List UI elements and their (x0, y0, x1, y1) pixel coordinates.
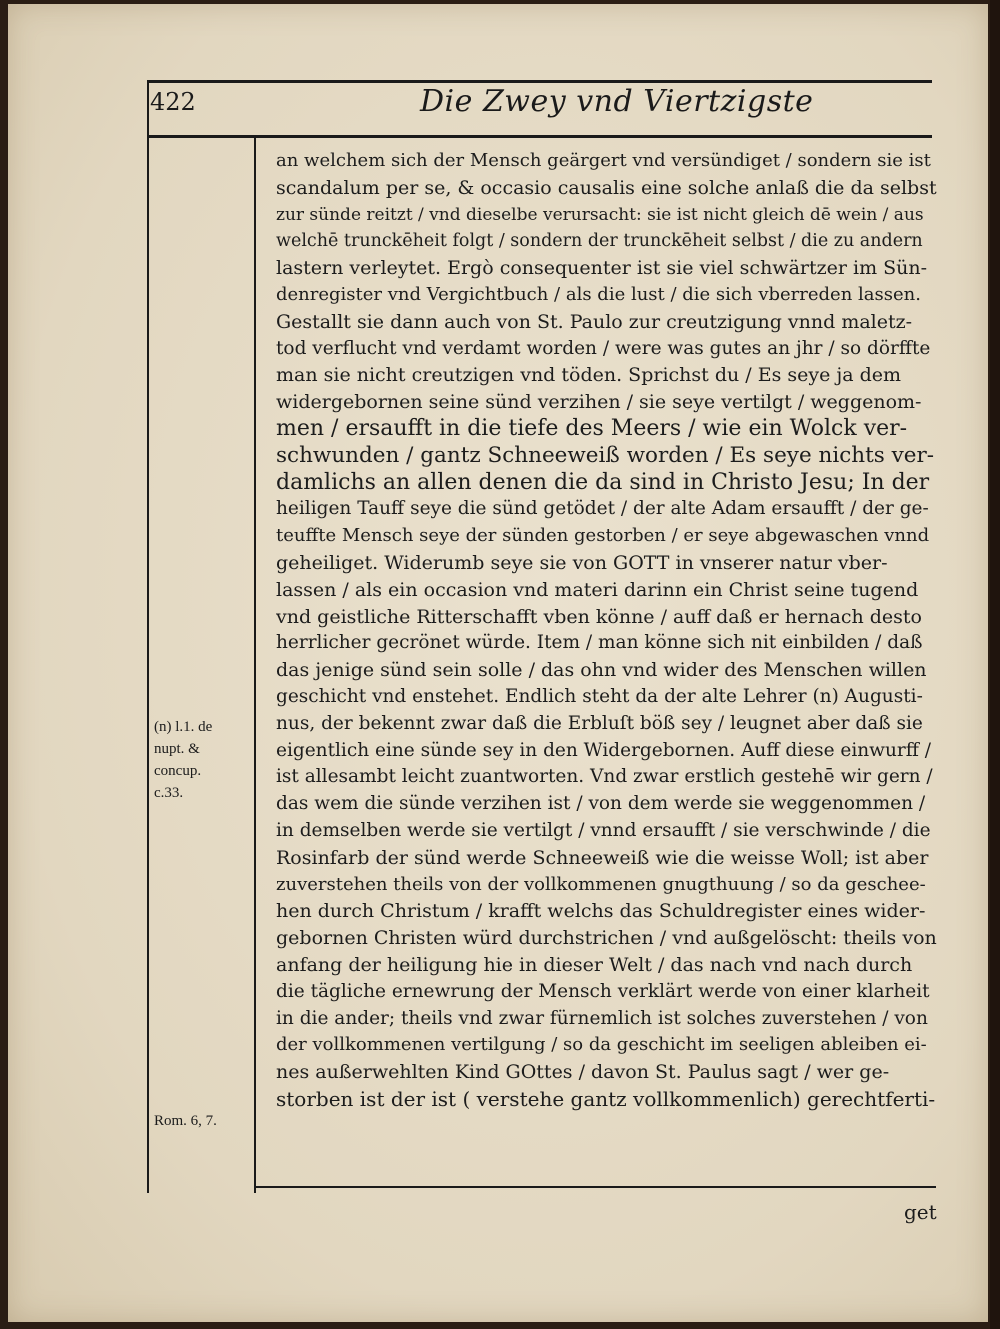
text-line: lastern verleytet. Ergò consequenter ist sie viel schwärtzer im Sün- (276, 257, 928, 280)
text-line: zur sünde reitzt / vnd dieselbe verursacht: sie ist nicht gleich dē wein / aus (276, 204, 924, 225)
page-edge (990, 0, 1000, 1329)
header-rule-top (147, 80, 932, 83)
text-line: an welchem sich der Mensch geärgert vnd versündiget / sondern sie ist (276, 150, 931, 171)
text-line: nus, der bekennt zwar daß die Erbluſt böß sey / leugnet aber daß sie (276, 712, 923, 734)
margin-note-augustinus: (n) l.1. de nupt. & concup. c.33. (154, 719, 213, 801)
text-line: eigentlich eine sünde sey in den Widergebornen. Auff diese einwurff / (276, 739, 932, 761)
text-line: Rosinfarb der sünd werde Schneeweiß wie die weisse Woll; ist aber (276, 846, 929, 869)
text-line: gebornen Christen würd durchstrichen / vnd außgelöscht: theils von (276, 927, 937, 950)
text-line: men / ersaufft in die tiefe des Meers / wie ein Wolck ver- (276, 415, 908, 441)
footer-rule (256, 1186, 936, 1188)
text-line: widergebornen seine sünd verzihen / sie seye vertilgt / weggenom- (276, 391, 922, 414)
text-line: schwunden / gantz Schneeweiß worden / Es seye nichts ver- (276, 442, 935, 468)
text-line: nes außerwehlten Kind GOttes / davon St. Paulus sagt / wer ge- (276, 1061, 890, 1084)
text-line: scandalum per se, & occasio causalis eine solche anlaß die da selbst (276, 176, 937, 199)
text-line: anfang der heiligung hie in dieser Welt / das nach vnd nach durch (276, 953, 913, 976)
running-head: Die Zwey vnd Viertzigste (420, 84, 814, 119)
text-line: vnd geistliche Ritterschafft vben könne / auff daß er hernach desto (276, 605, 922, 628)
text-line: in die ander; theils vnd zwar fürnemlich ist solches zuverstehen / von (276, 1007, 928, 1029)
margin-column-rule-right (254, 137, 256, 1193)
text-line: welchē trunckēheit folgt / sondern der trunckēheit selbst / die zu andern (276, 231, 923, 252)
text-line: die tägliche ernewrung der Mensch verklärt werde von einer klarheit (276, 980, 930, 1002)
text-line: lassen / als ein occasion vnd materi darinn ein Christ seine tugend (276, 578, 919, 601)
text-line: das jenige sünd sein solle / das ohn vnd wider des Menschen willen (276, 659, 927, 682)
margin-note-romans: Rom. 6, 7. (154, 1113, 217, 1129)
header-rule-bottom (147, 135, 932, 138)
text-line: storben ist der ist ( verstehe gantz vollkommenlich) gerechtferti- (276, 1086, 936, 1111)
page-number: 422 (150, 88, 196, 116)
margin-column-rule-left (147, 83, 149, 1193)
text-line: Gestallt sie dann auch von St. Paulo zur creutzigung vnnd maletz- (276, 310, 913, 333)
text-line: man sie nicht creutzigen vnd töden. Sprichst du / Es seye ja dem (276, 364, 902, 387)
catchword: get (904, 1200, 937, 1224)
text-line: herrlicher gecrönet würde. Item / man könne sich nit einbilden / daß (276, 632, 923, 654)
text-line: denregister vnd Vergichtbuch / als die lust / die sich vberreden lassen. (276, 283, 921, 305)
text-line: tod verflucht vnd verdamt worden / were was gutes an jhr / so dörffte (276, 337, 931, 359)
text-line: geschicht vnd enstehet. Endlich steht da der alte Lehrer (n) Augusti- (276, 685, 923, 707)
text-line: heiligen Tauff seye die sünd getödet / der alte Adam ersaufft / der ge- (276, 498, 929, 520)
text-line: ist allesambt leicht zuantworten. Vnd zwar erstlich gestehē wir gern / (276, 766, 933, 788)
text-line: damlichs an allen denen die da sind in Christo Jesu; In der (276, 469, 930, 495)
text-line: teuffte Mensch seye der sünden gestorben / er seye abgewaschen vnnd (276, 525, 930, 547)
text-line: zuverstehen theils von der vollkommenen gnugthuung / so da geschee- (276, 873, 926, 895)
text-line: das wem die sünde verzihen ist / von dem werde sie weggenommen / (276, 793, 926, 815)
text-line: in demselben werde sie vertilgt / vnnd ersaufft / sie verschwinde / die (276, 819, 931, 841)
text-line: hen durch Christum / krafft welchs das Schuldregister eines wider- (276, 900, 926, 923)
text-line: geheiliget. Widerumb seye sie von GOTT in vnserer natur vber- (276, 551, 888, 574)
body-text (276, 148, 938, 1113)
text-line: der vollkommenen vertilgung / so da geschicht im seeligen ableiben ei- (276, 1034, 927, 1056)
